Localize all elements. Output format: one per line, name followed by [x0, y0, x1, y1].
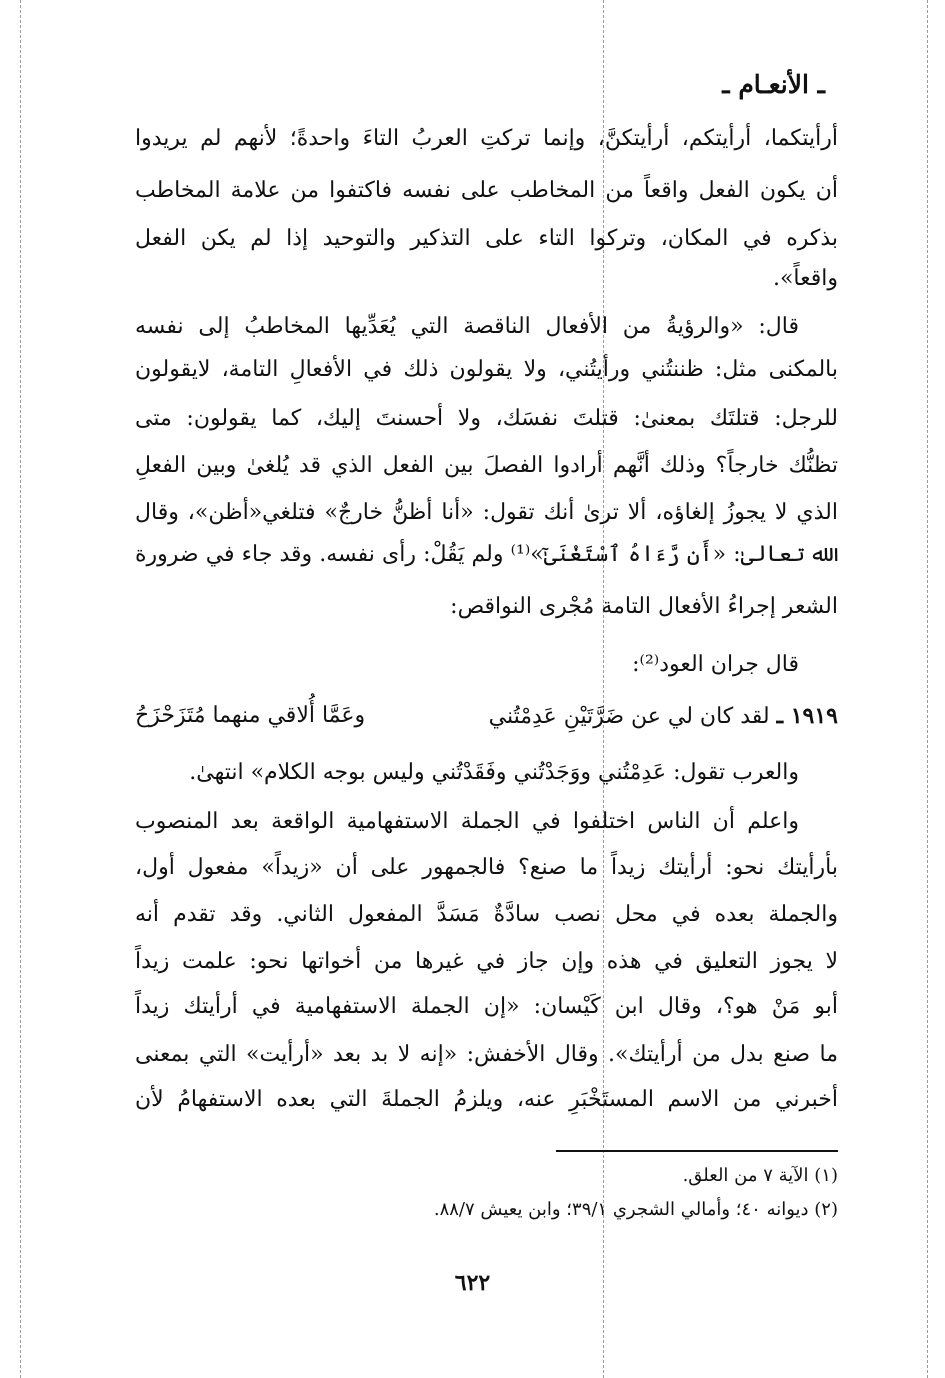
- text-line: الله تعالىٰ: «أَن رَّءَاهُ ٱسْتَغْنَىٰٓ»⁽¹⁾ ولم يَقُلْ: رأى نفسه. وقد جاء في ضرورة: [135, 542, 838, 567]
- text-line: الشعر إجراءُ الأفعال التامة مُجْرى النواقص:: [450, 594, 838, 619]
- text-line: بذكره في المكان، وتركوا التاء على التذكير والتوحيد إذا لم يكن الفعل: [135, 226, 838, 251]
- text-line: الذي لا يجوزُ إلغاؤه، ألا ترىٰ أنك تقول: «أنا أظنُّ خارجٌ» فتلغي«أظن»، وقال: [135, 500, 838, 525]
- verse-number: ١٩١٩ ـ: [776, 703, 838, 729]
- text-line: بأرأيتك نحو: أرأيتك زيداً ما صنع؟ فالجمهور على أن «زيداً» مفعول أول،: [135, 855, 838, 880]
- text-line: واقعاً».: [772, 266, 838, 291]
- footnote-separator: [556, 1150, 838, 1152]
- verse-first-hemistich: لقد كان لي عن ضَرَّتَيْنِ عَدِمْتُني: [488, 704, 770, 729]
- poet-attribution: قال جران العود⁽²⁾:: [632, 652, 799, 677]
- text-line: أخبرني من الاسم المستَخْبَرِ عنه، ويلزمُ الجملةَ التي بعده الاستفهامُ لأن: [135, 1087, 838, 1112]
- footnote: (١) الآية ٧ من العلق.: [682, 1165, 838, 1186]
- verse-first-half: [489, 699, 838, 734]
- page-number: ٦٢٢: [454, 1270, 491, 1296]
- text-line: والجملة بعده في محل نصب سادَّةٌ مَسَدَّ المفعول الثاني. وقد تقدم أنه: [135, 902, 838, 927]
- text-line: واعلم أن الناس اختلفوا في الجملة الاستفهامية الواقعة بعد المنصوب: [135, 809, 799, 834]
- text-line: للرجل: قتلتَك بمعنىٰ: قتلتَ نفسَك، ولا أحسنتَ إليك، كما يقولون: متى: [135, 406, 838, 431]
- text-line: لا يجوز التعليق في هذه وإن جاز في غيرها من أخواتها نحو: علمت زيداً: [135, 949, 838, 974]
- running-header: ـ الأنعـام ـ: [722, 70, 825, 99]
- text-line: قال: «والرؤيةُ من الأفعال الناقصة التي يُعَدِّيها المخاطبُ إلى نفسه: [135, 314, 799, 339]
- text-line: أن يكون الفعل واقعاً من المخاطب على نفسه فاكتفوا من علامة المخاطب: [135, 178, 838, 203]
- text-line: ما صنع بدل من أرأيتك». وقال الأخفش: «إنه لا بد بعد «أرأيت» التي بمعنى: [135, 1042, 838, 1067]
- text-line: أبو مَنْ هو؟، وقال ابن كَيْسان: «إن الجملة الاستفهامية في أرأيتك زيداً: [135, 994, 838, 1019]
- text-line: بالمكنى مثل: ظننتُني ورأيتُني، ولا يقولون ذلك في الأفعالِ التامة، لايقولون: [135, 357, 838, 382]
- scan-margin-line-left: [20, 0, 21, 1378]
- verse-second-hemistich: وعَمَّا أُلاقي منهما مُتَزَحْزَحُ: [135, 703, 366, 728]
- scan-margin-line-right: [927, 0, 928, 1378]
- text-line: أرأيتكما، أرأيتكم، أرأيتكنَّ، وإنما تركتِ العربُ التاءَ واحدةً؛ لأنهم لم يريدوا: [135, 126, 838, 151]
- text-line: تظنُّك خارجاً؟ وذلك أنَّهم أرادوا الفصلَ بين الفعل الذي قد يُلغىٰ وبين الفعلِ: [135, 453, 838, 478]
- text-line: والعرب تقول: عَدِمْتُني ووَجَدْتُني وفَقَدْتُني وليس بوجه الكلام» انتهىٰ.: [189, 760, 799, 785]
- footnote: (٢) ديوانه ٤٠؛ وأمالي الشجري ٣٩/١؛ وابن يعيش ٨٨/٧.: [433, 1199, 838, 1220]
